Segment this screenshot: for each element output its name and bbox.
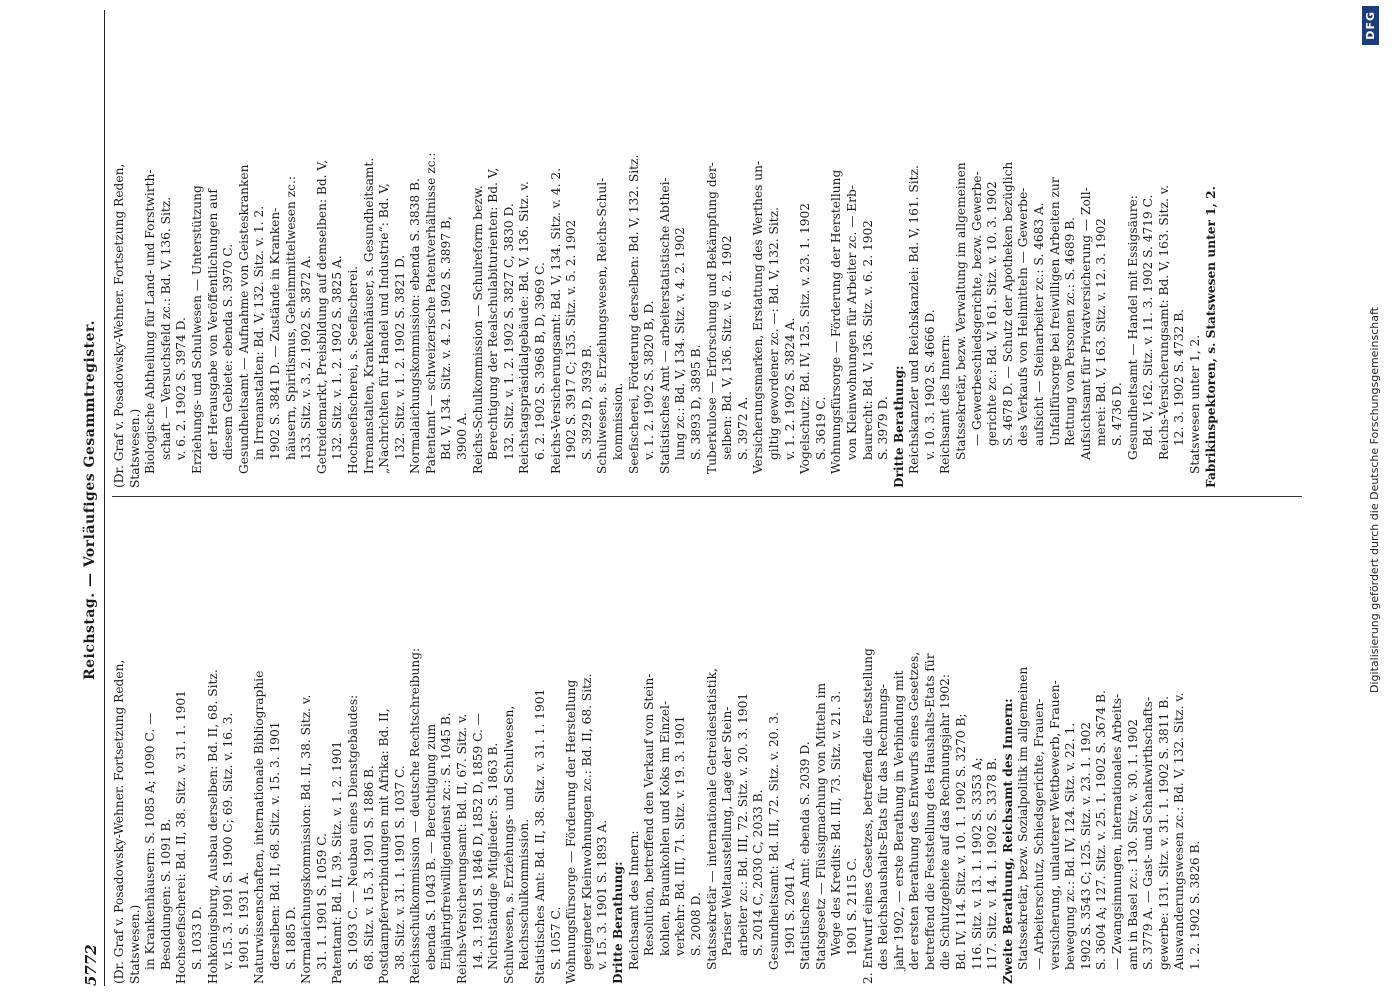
index-line: 6. 2. 1902 S. 3968 B, D, 3969 C. [533,262,548,460]
index-line: Dritte Berathung: [611,861,625,984]
index-line: Berechtigung der Realschulabiturienten: Bd. V, [486,167,501,460]
index-line: Postdampferverbindungen mit Afrika: Bd. II, [377,708,392,984]
index-line: v. 10. 3. 1902 S. 4666 D. [922,309,937,460]
index-line: Gesundheitsamt — Handel mit Essigsäure: [1125,195,1140,460]
index-line: bewegung zc.: Bd. IV, 124. Sitz. v. 22. 1. [1063,722,1078,970]
index-line: „Nachrichten für Handel und Industrie“: Bd. V, [377,183,392,474]
index-line: Statistisches Amt — arbeiterstatistische Abthei- [657,177,672,474]
index-line: v. 15. 3. 1901 S. 1893 A. [595,819,610,970]
index-line: derselben: Bd. II, 68. Sitz. v. 15. 3. 1901 [267,721,282,970]
index-line: 1901 S. 2041 A. [782,857,797,956]
index-line: Biologische Abtheilung für Land- und Forstwirth- [143,169,158,474]
index-line: 132. Sitz. v. 1. 2. 1902 S. 3827 C, 3830 D. [501,203,516,460]
index-line: Reichsschulkommission — deutsche Rechtschreibung: [408,647,423,984]
index-line: Reichskanzler und Reichskanzlei: Bd. V, 161. Sitz. [907,165,922,474]
index-line: gewerbe: 131. Sitz. v. 31. 1. 1902 S. 3811 B. [1156,695,1171,970]
index-line: Bd. IV, 114. Sitz. v. 10. 1. 1902 S. 3270 B; [954,713,969,970]
index-line: — Gewerbeschiedsgerichte, bezw. Gewerbe- [969,171,984,446]
index-line: Statssekretär, bezw. Sozialpolitik im allgemeinen [1016,666,1031,970]
index-line: (Dr. Graf v. Posadowsky-Wehner. Fortsetzung Reden, [112,659,126,984]
left-column [112,506,1312,984]
index-line: selben: Bd. V, 136. Sitz. v. 6. 2. 1902 [720,235,735,460]
index-line: Reichsamt des Innern: [938,334,953,474]
index-line: Dritte Berathung: [891,365,906,488]
index-line: die Schutzgebiete auf das Rechnungsjahr 1902: [938,674,953,970]
index-line: der Herausgabe von Veröffentlichungen auf [205,189,220,460]
index-line: Bd. V, 134. Sitz. v. 4. 2. 1902 S. 3897 B, [439,216,454,460]
index-line: Normalaichungskommission: ebenda S. 3838 B. [408,178,423,474]
index-line: Schulwesen, s. Erziehungswesen, Reichs-Schul- [595,177,610,474]
index-line: des Verkaufs von Heilmitteln — Gewerbe- [1016,187,1031,446]
index-line: Reichsschulkommission. [517,818,532,970]
index-line: S. 3929 D, 3939 B. [579,344,594,460]
index-line: Gesundheitsamt — Aufnahme von Geisteskranken [236,164,251,474]
index-line: Wohnungsfürsorge — Förderung der Herstellung [829,169,844,474]
index-line: versicherung, unlauterer Wettbewerb, Frauen- [1047,680,1062,970]
index-line: Hochseefischerei: Bd. II, 38. Sitz. v. 31. 1. 1901 [174,690,189,984]
digitization-note: Digitalisierung gefördert durch die Deutsche Forschungsgemeinschaft [1368,307,1381,693]
index-line: Rettung von Personen zc.: S. 4689 B. [1063,216,1078,446]
index-line: S. 1093 C. — Neubau eines Dienstgebäudes: [345,694,360,970]
index-line: Patentamt: Bd. II, 39. Sitz. v. 1. 2. 1901 [330,740,345,984]
index-line: S. 3972 A. [735,396,750,460]
index-line: 132. Sitz. v. 1. 2. 1902 S. 3821 D. [392,254,407,460]
index-line: Auswanderungswesen zc.: Bd. V, 132. Sitz. v. [1172,692,1187,970]
index-line: Statswesen unter 1, 2. [1187,334,1202,474]
index-line: der ersten Berathung des Entwurfs eines Gesetzes, [907,651,922,970]
index-line: 68. Sitz. v. 15. 3. 1901 S. 1886 B. [361,765,376,970]
index-line: von Kleinwohnungen für Arbeiter zc. — Erb- [844,185,859,460]
index-line: des Reichshaushalts-Etats für das Rechnungs- [876,684,891,970]
index-line: 3900 A. [455,412,470,460]
index-line: Versicherungsmarken, Erstattung des Werthes un- [751,160,766,474]
index-line: 116. Sitz. v. 13. 1. 1902 S. 3353 A; [969,757,984,970]
index-line: S. 4678 D. — Schutz der Apotheken bezüglich [1000,161,1015,446]
index-line: Statsgesetz — Flüssigmachung von Mitteln im [813,682,828,970]
index-line: Fabrikinspektoren, s. Statswesen unter 1, 2. [1203,186,1218,488]
index-line: jahr 1902, — erste Berathung in Verbindung mit [891,670,906,970]
index-line: Aufsichtsamt für Privatversicherung — Zoll- [1078,187,1093,460]
index-line: Besoldungen: S. 1091 B. [158,818,173,970]
index-line: Resolution, betreffend den Verkauf von Stein- [642,673,657,956]
index-line: kohlen, Braunkohlen und Koks im Einzel- [657,700,672,956]
index-line: diesem Gebiete: ebenda S. 3970 C. [221,243,236,460]
index-line: Statssekretär, bezw. Verwaltung im allgemeinen [954,162,969,460]
index-line: Reichstagspräsidialgebäude: Bd. V, 136. Sitz. v. [517,181,532,474]
index-line: v. 6. 2. 1902 S. 3974 D. [174,317,189,460]
index-line: betreffend die Feststellung des Haushalts-Etats für [922,653,937,970]
index-line: merei: Bd. V, 163. Sitz. v. 12. 3. 1902 [1094,218,1109,446]
index-line: 2. Entwurf eines Gesetzes, betreffend die Feststellung [860,648,875,984]
index-line: 1901 S. 2115 C. [844,857,859,956]
index-line: schaft — Versuchsfeld zc.: Bd. V, 136. Sitz. [158,196,173,460]
index-line: lung zc.: Bd. V, 134. Sitz. v. 4. 2. 1902 [673,227,688,460]
index-line: Einjährigfreiwilligendienst zc.: S. 1045 B. [439,712,454,970]
index-line: Reichs-Versicherungsamt: Bd. V, 134. Sitz. v. 4. 2. [548,167,563,474]
index-line: Statssekretär — internationale Getreidestatistik, [704,668,719,970]
index-line: S. 2008 D. [688,892,703,956]
right-column [112,6,1312,488]
index-line: v. 15. 3. 1901 S. 1900 C; 69. Sitz. v. 16. 3. [221,712,236,970]
index-line: 31. 1. 1901 S. 1059 C. [314,833,329,970]
index-line: Hochseefischerei, s. Seefischerei. [345,265,360,474]
index-line: S. 1057 C. [548,906,563,970]
index-line: in Krankenhäusern: S. 1085 A; 1090 C. — [143,712,158,970]
index-line: baurecht: Bd. V, 136. Sitz. v. 6. 2. 1902 [860,220,875,460]
column-separator [112,496,1302,497]
index-line: Naturwissenschaften, internationale Bibliographie [252,670,267,984]
index-line: Nichtständige Mitglieder: S. 1863 B. [486,742,501,970]
index-line: Irrenanstalten, Krankenhäuser, s. Gesundheitsamt. [361,157,376,474]
index-line: Bd. V, 162. Sitz. v. 11. 3. 1902 S. 4719 C. [1141,194,1156,446]
index-line: Vogelschutz: Bd. IV, 125. Sitz. v. 23. 1. 1902 [798,202,813,474]
index-line: Getreidemarkt, Preisbildung auf demselben: Bd. V, [314,160,329,474]
page-number: 5772 [82,944,100,986]
index-line: Wohnungsfürsorge — Förderung der Herstellung [564,679,579,984]
index-line: ebenda S. 1043 B. — Berechtigung zum [423,723,438,970]
index-line: arbeiter zc.: Bd. III, 72. Sitz. v. 20. 3. 1901 [735,692,750,956]
index-line: Hohkönigsburg, Ausbau derselben: Bd. II, 68. Sitz. [205,669,220,984]
index-line: S. 3779 A. — Gast- und Schankwirthschafts- [1141,696,1156,970]
index-line: S. 3604 A; 127. Sitz. v. 25. 1. 1902 S. 3674 B. [1094,690,1109,970]
index-line: giltig gewordener zc. —: Bd. V, 132. Sitz. [766,207,781,460]
index-line: 1. 2. 1902 S. 3826 B. [1187,840,1202,970]
index-line: Unfallfürsorge bei freiwilligen Arbeiten zur [1047,177,1062,446]
index-line: 1902 S. 3917 C; 135. Sitz. v. 5. 2. 1902 [564,219,579,460]
index-line: Schulwesen, s. Erziehungs- und Schulwesen, [501,705,516,984]
index-line: — Zwangsinnungen, internationales Arbeits- [1110,693,1124,970]
index-line: S. 4736 D. [1110,382,1124,446]
index-line: Statistisches Amt: ebenda S. 2039 D. [798,741,813,970]
index-line: häusern, Spiritismus, Geheimmittelwesen zc.: [283,176,298,460]
index-line: Zweite Berathung, Reichsamt des Innern: [1000,698,1015,984]
index-line: aufsicht — Steinarbeiter zc.: S. 4683 A. [1032,202,1047,446]
running-head: Reichstag. — Vorläufiges Gesammtregister. [82,319,98,681]
index-line: gerichte zc.: Bd. V, 161. Sitz. v. 10. 3. 1902 [985,181,1000,446]
index-line: 1901 S. 1931 A. [236,871,251,970]
index-line: verkehr: Bd. III, 71. Sitz. v. 19. 3. 1901 [673,715,688,956]
index-line: S. 2014 C, 2030 C, 2033 B. [751,789,766,956]
dfg-logo: DFG [1362,6,1379,45]
index-line: 12. 3. 1902 S. 4732 B. [1172,308,1187,446]
index-line: Reichs-Schulkommission — Schulreform bezw. [470,185,485,474]
index-line: (Dr. Graf v. Posadowsky-Wehner. Fortsetzung Reden, [112,163,126,488]
index-line: Reichs-Versicherungsamt: Bd. V, 163. Sitz. v. [1156,184,1171,460]
index-line: v. 1. 2. 1902 S. 3820 B, D. [642,300,657,460]
index-line: Tuberkulose — Erforschung und Bekämpfung der- [704,162,719,474]
index-line: Statswesen.) [127,904,142,984]
index-line: S. 3979 D. [876,396,891,460]
index-line: Gesundheitsamt: Bd. III, 72. Sitz. v. 20. 3. [766,712,781,970]
index-line: Reichsamt des Innern: [626,830,641,970]
index-line: — Arbeiterschutz, Schiedsgerichte, Frauen- [1032,698,1047,970]
index-line: S. 3619 C. [813,396,828,460]
index-line: kommission. [611,382,625,460]
index-line: Erziehungs- und Schulwesen — Unterstützung [189,185,204,474]
index-line: Statswesen.) [127,408,142,488]
index-line: 133. Sitz. v. 3. 2. 1902 S. 3872 A. [299,255,314,460]
index-line: v. 1. 2. 1902 S. 3824 A. [782,317,797,460]
index-line: S. 1885 D. [283,906,298,970]
index-line: amt in Basel zc.: 130. Sitz. v. 30. 1. 1902 [1125,718,1140,970]
index-line: Normalaichungskommission: Bd. II, 38. Sitz. v. [299,694,314,984]
index-line: Statistisches Amt: Bd. II, 38. Sitz. v. 31. 1. 1901 [533,688,548,984]
index-line: S. 3893 D, 3895 B. [688,344,703,460]
index-line: 132. Sitz. v. 1. 2. 1902 S. 3825 A. [330,255,345,460]
index-line: 1902 S. 3841 D. — Zustände in Kranken- [267,207,282,460]
header-rule [104,10,105,986]
index-line: Wege des Kredits: Bd. III, 73. Sitz. v. 21. 3. [829,690,844,956]
index-line: Pariser Weltausstellung, Lage der Stein- [720,706,735,956]
index-line: Reichs-Versicherungsamt: Bd. II, 67. Sitz. v. [455,713,470,984]
index-line: in Irrenanstalten: Bd. V, 132. Sitz. v. 1. 2. [252,205,267,460]
index-line: geeigneter Kleinwohnungen zc.: Bd. II, 68. Sitz. [579,673,594,970]
index-line: S. 1033 D. [189,906,204,970]
index-line: 117. Sitz. v. 14. 1. 1902 S. 3378 B. [985,757,1000,970]
index-line: 14. 3. 1901 S. 1846 D, 1852 D, 1859 C. — [470,713,485,970]
index-line: 38. Sitz. v. 31. 1. 1901 S. 1037 C. [392,765,407,970]
index-line: 1902 S. 3543 C; 125. Sitz. v. 23. 1. 1902 [1078,721,1093,970]
index-line: Seefischerei, Förderung derselben: Bd. V, 132. Sitz. [626,154,641,474]
index-line: Patentamt — schweizerische Patentverhältnisse zc.: [423,152,438,474]
